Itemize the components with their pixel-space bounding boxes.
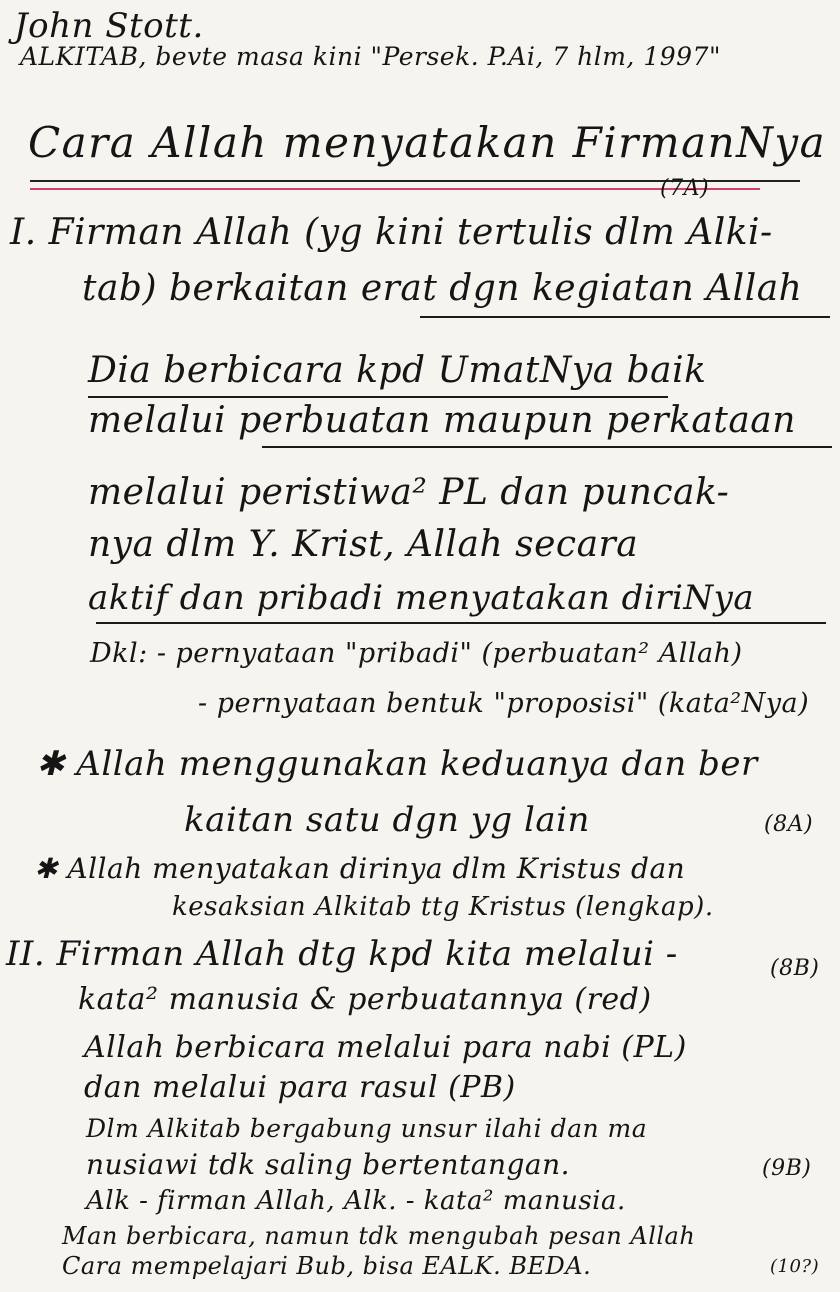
- page-ref-8a: (8A): [764, 812, 814, 837]
- s2-line-5: Dlm Alkitab bergabung unsur ilahi dan ma: [86, 1114, 648, 1143]
- s1-line-2: tab) berkaitan erat dgn kegiatan Allah: [82, 268, 803, 309]
- page-ref-10: (10?): [770, 1256, 820, 1277]
- asterisk-marker: ✱: [34, 852, 68, 885]
- s2-line-2: kata² manusia & perbuatannya (red): [78, 982, 652, 1017]
- s1-underline-4: [262, 446, 832, 448]
- s2-line-4: dan melalui para rasul (PB): [84, 1070, 516, 1105]
- s1-line-12-text: Allah menyatakan dirinya dlm Kristus dan: [67, 852, 686, 885]
- s1-underline-3: [88, 396, 668, 398]
- s1-line-4: melalui perbuatan maupun perkataan: [88, 400, 796, 441]
- asterisk-marker: ✱: [36, 744, 77, 784]
- s1-line-9: - pernyataan bentuk "proposisi" (kata²Nya): [198, 688, 810, 719]
- s2-line-1: II. Firman Allah dtg kpd kita melalui -: [6, 934, 678, 974]
- s1-line-10: [36, 744, 758, 784]
- s1-line-1: I. Firman Allah (yg kini tertulis dlm Alki-: [10, 212, 773, 253]
- page-ref-7a: (7A): [660, 176, 710, 201]
- s1-line-13: kesaksian Alkitab ttg Kristus (lengkap).: [172, 892, 714, 922]
- s2-line-7: Alk - firman Allah, Alk. - kata² manusia.: [86, 1186, 626, 1216]
- page-ref-9b: (9B): [762, 1156, 812, 1181]
- s1-line-5: melalui peristiwa² PL dan puncak-: [88, 472, 730, 513]
- s1-line-6: nya dlm Y. Krist, Allah secara: [88, 524, 639, 565]
- source-line: ALKITAB, bevte masa kini "Persek. P.Ai, 7 hlm, 1997": [20, 42, 721, 71]
- title-red-rule: [30, 188, 760, 190]
- s1-underline-2: [420, 316, 830, 318]
- s2-line-3: Allah berbicara melalui para nabi (PL): [84, 1030, 687, 1065]
- s1-line-8: Dkl: - pernyataan "pribadi" (perbuatan² Allah): [90, 638, 743, 669]
- s2-line-8: Man berbicara, namun tdk mengubah pesan Allah: [62, 1222, 696, 1250]
- s2-line-9: Cara mempelajari Bub, bisa EALK. BEDA.: [62, 1252, 592, 1280]
- s1-underline-7: [96, 622, 826, 624]
- author-line: John Stott.: [14, 6, 204, 46]
- s1-line-7: aktif dan pribadi menyatakan diriNya: [88, 578, 755, 618]
- page-ref-8b: (8B): [770, 956, 820, 981]
- s1-line-12: [34, 852, 685, 885]
- s1-line-11: kaitan satu dgn yg lain: [184, 800, 590, 840]
- s1-line-3: Dia berbicara kpd UmatNya baik: [88, 350, 707, 391]
- s1-line-10-text: Allah menggunakan keduanya dan ber: [76, 744, 758, 784]
- page-title: Cara Allah menyatakan FirmanNya: [28, 118, 827, 167]
- s2-line-6: nusiawi tdk saling bertentangan.: [86, 1148, 571, 1181]
